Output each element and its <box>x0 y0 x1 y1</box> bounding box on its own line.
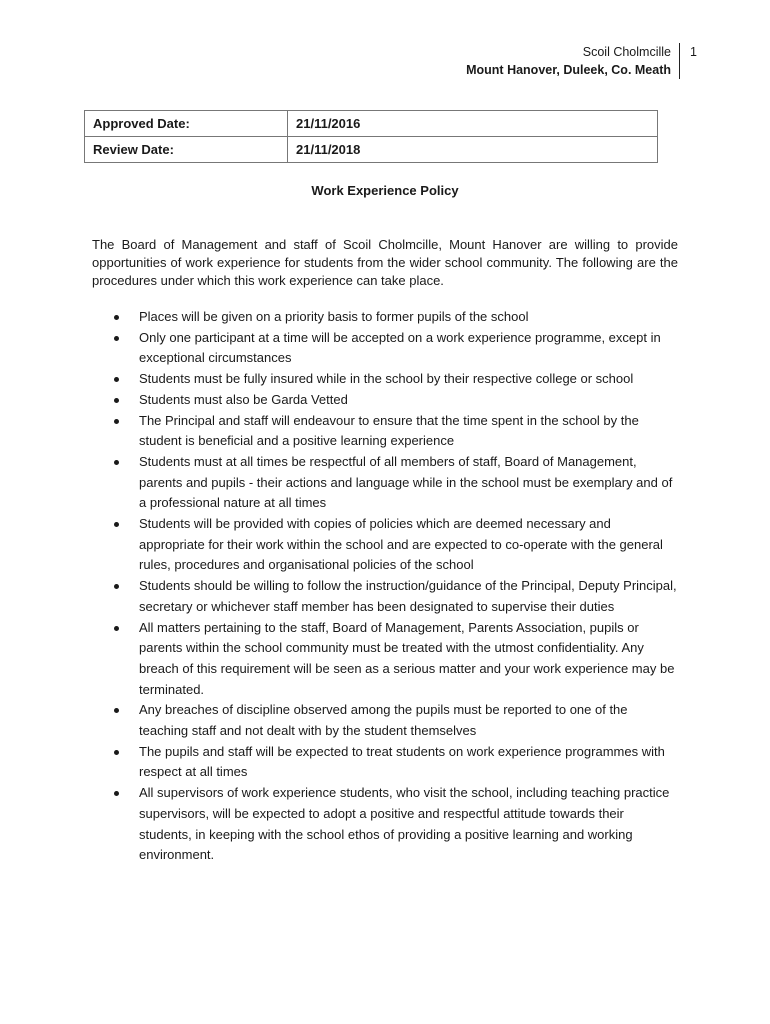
list-item <box>110 369 680 390</box>
bullet-icon <box>114 626 119 631</box>
table-row <box>85 111 658 137</box>
list-item <box>110 576 680 617</box>
list-item <box>110 390 680 411</box>
bullet-icon <box>114 377 119 382</box>
approved-date-label: Approved Date: <box>85 111 288 137</box>
list-item <box>110 307 680 328</box>
review-date-value: 21/11/2018 <box>288 137 658 163</box>
page-header <box>466 43 680 79</box>
bullet-icon <box>114 315 119 320</box>
bullet-icon <box>114 336 119 341</box>
list-item-text: Places will be given on a priority basis to former pupils of the school <box>139 309 529 324</box>
list-item-text: The Principal and staff will endeavour to ensure that the time spent in the school by the student is beneficial and a positive learning experience <box>139 412 639 449</box>
list-item <box>110 411 680 452</box>
list-item-text: Students must at all times be respectful of all members of staff, Board of Management, parents and pupils - their actions and language while in the school must be exemplary and of a professional nature at all times <box>139 453 673 511</box>
review-date-label: Review Date: <box>85 137 288 163</box>
list-item-text: Students must be fully insured while in the school by their respective college or school <box>139 371 634 387</box>
list-item-text: Any breaches of discipline observed among the pupils must be reported to one of the teaching staff and not dealt with by the student themselves <box>139 702 628 739</box>
dates-table <box>84 110 658 163</box>
bullet-icon <box>114 584 119 589</box>
list-item <box>110 514 680 576</box>
bullet-icon <box>114 708 119 713</box>
list-item-text: All matters pertaining to the staff, Board of Management, Parents Association, pupils or parents within the school community must be treated with the utmost confidentiality. Any breach of this requirement will be seen as a serious matter and your work experience may be terminated. <box>139 619 675 697</box>
list-item-text: Only one participant at a time will be accepted on a work experience programme, except in exceptional circumstances <box>139 329 661 366</box>
bullet-icon <box>114 460 119 465</box>
list-item <box>110 618 680 701</box>
list-item-text: The pupils and staff will be expected to treat students on work experience programmes with respect at all times <box>139 743 665 780</box>
list-item <box>110 452 680 514</box>
school-name: Scoil Cholmcille <box>582 45 671 59</box>
list-item-text: Students should be willing to follow the instruction/guidance of the Principal, Deputy Principal, secretary or whichever staff member has been designated to supervise their duties <box>139 578 677 614</box>
bullet-icon <box>114 750 119 755</box>
bullet-icon <box>114 419 119 424</box>
bullet-icon <box>114 791 119 796</box>
list-item-text: Students will be provided with copies of policies which are deemed necessary and appropriate for their work within the school and are expected to co-operate with the general rules, procedures and organisational policies of the school <box>139 516 663 573</box>
bullet-icon <box>114 398 119 403</box>
list-item-text: Students must also be Garda Vetted <box>139 391 348 407</box>
school-address: Mount Hanover, Duleek, Co. Meath <box>466 63 671 77</box>
policy-title: Work Experience Policy <box>311 183 459 198</box>
table-row <box>85 137 658 163</box>
procedure-list <box>110 307 680 866</box>
approved-date-value: 21/11/2016 <box>288 111 658 137</box>
bullet-icon <box>114 522 119 527</box>
list-item <box>110 742 680 783</box>
page-number: 1 <box>690 45 697 59</box>
list-item <box>110 783 680 866</box>
intro-paragraph: The Board of Management and staff of Scoil Cholmcille, Mount Hanover are willing to provide opportunities of work experience for students from the wider school community. The following are the procedures under which this work experience can take place. <box>92 237 678 288</box>
list-item <box>110 700 680 741</box>
list-item-text: All supervisors of work experience students, who visit the school, including teaching practice supervisors, will be expected to adopt a positive and respectful attitude towards their students, in keeping with the school ethos of providing a positive learning and working environment. <box>139 785 670 863</box>
list-item <box>110 328 680 369</box>
